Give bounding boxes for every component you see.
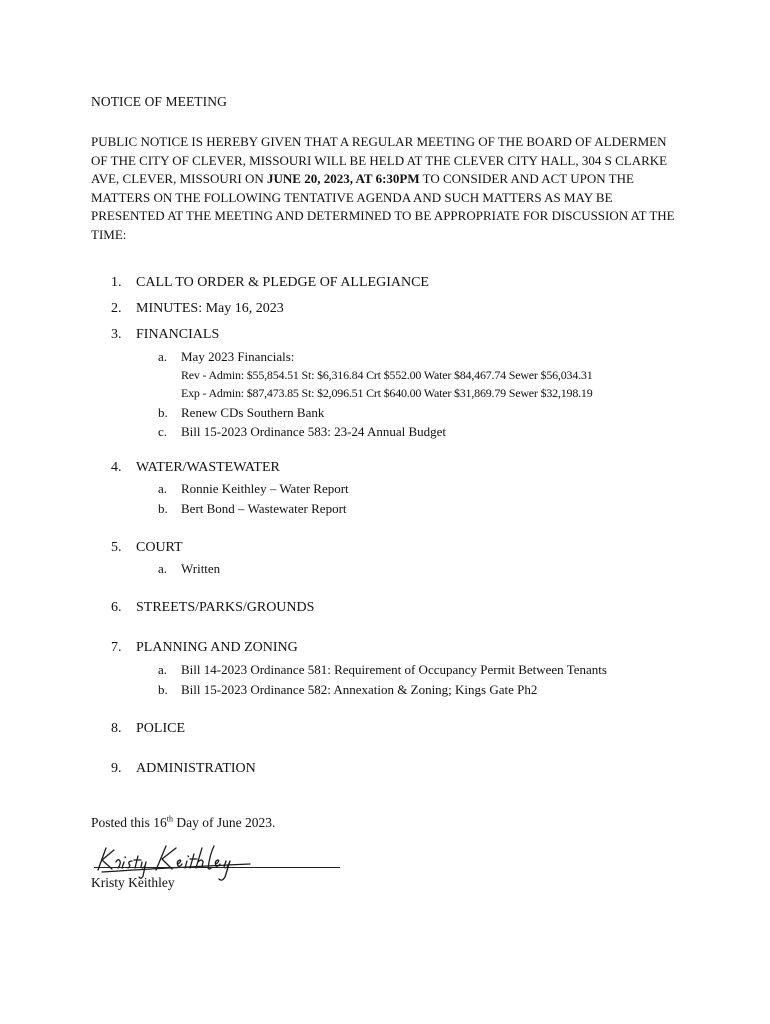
sub-item-letter: a. (158, 662, 168, 677)
financials-revenue-line: Rev - Admin: $55,854.51 St: $6,316.84 Crt $552.00 Water $84,467.74 Sewer $56,034.31 (181, 368, 593, 382)
signature-line (94, 867, 340, 868)
agenda-item-number: 7. (111, 640, 122, 655)
notice-text-after: TO CONSIDER AND ACT UPON THE MATTERS ON THE FOLLOWING TENTATIVE AGENDA AND SUCH MATTERS AS MAY BE PRESENTED AT THE MEETING AND DETERMINED TO BE APPROPRIATE FOR DISCUSSION AT THE TIME: (91, 171, 675, 242)
notice-text-before: PUBLIC NOTICE IS HEREBY GIVEN THAT A REGULAR MEETING OF THE BOARD OF ALDERMEN OF THE CITY OF CLEVER, MISSOURI WILL BE HELD AT THE CLEVER CITY HALL, 304 S CLARKE AVE, CLEVER, MISSOURI ON (91, 134, 668, 187)
agenda-item-label: MINUTES: May 16, 2023 (136, 301, 284, 316)
sub-item-label: Renew CDs Southern Bank (181, 405, 325, 420)
sub-item-label: Bill 14-2023 Ordinance 581: Requirement of Occupancy Permit Between Tenants (181, 662, 607, 677)
agenda-item-label: CALL TO ORDER & PLEDGE OF ALLEGIANCE (136, 275, 429, 290)
sub-item-label: Bill 15-2023 Ordinance 583: 23-24 Annual Budget (181, 424, 447, 439)
notice-heading: NOTICE OF MEETING (91, 94, 227, 109)
agenda-item-label: ADMINISTRATION (136, 761, 256, 776)
posted-text-before: Posted this 16 (91, 815, 167, 830)
agenda-item-number: 4. (111, 460, 122, 475)
sub-item-letter: b. (158, 682, 168, 697)
notice-paragraph (91, 133, 681, 245)
agenda-item-label: COURT (136, 540, 183, 555)
meeting-date-time: JUNE 20, 2023, AT 6:30PM (267, 171, 420, 187)
sub-item-letter: b. (158, 405, 168, 420)
agenda-item-number: 8. (111, 721, 122, 736)
financials-expense-line: Exp - Admin: $87,473.85 St: $2,096.51 Crt $640.00 Water $31,869.79 Sewer $32,198.19 (181, 386, 593, 400)
sub-item-label: Bert Bond – Wastewater Report (181, 501, 347, 516)
sub-item-letter: a. (158, 561, 168, 576)
sub-item-label: May 2023 Financials: (181, 349, 295, 364)
posted-ordinal-suffix: th (166, 814, 173, 824)
sub-item-label: Ronnie Keithley – Water Report (181, 481, 349, 496)
signer-name: Kristy Keithley (91, 875, 175, 890)
sub-item-label: Written (181, 561, 221, 576)
agenda-item-number: 1. (111, 275, 122, 290)
agenda-item-label: FINANCIALS (136, 327, 220, 342)
agenda-item-label: POLICE (136, 721, 185, 736)
sub-item-letter: a. (158, 349, 168, 364)
agenda-item-number: 9. (111, 761, 122, 776)
posted-date (91, 815, 275, 831)
agenda-item-label: WATER/WASTEWATER (136, 460, 280, 475)
sub-item-letter: b. (158, 501, 168, 516)
agenda-item-number: 5. (111, 540, 122, 555)
sub-item-letter: c. (158, 424, 168, 439)
agenda-item-number: 3. (111, 327, 122, 342)
agenda-item-number: 2. (111, 301, 122, 316)
posted-text-after: Day of June 2023. (173, 815, 276, 830)
sub-item-label: Bill 15-2023 Ordinance 582: Annexation & Zoning; Kings Gate Ph2 (181, 682, 538, 697)
agenda-item-label: PLANNING AND ZONING (136, 640, 298, 655)
sub-item-letter: a. (158, 481, 168, 496)
agenda-item-number: 6. (111, 600, 122, 615)
agenda-item-label: STREETS/PARKS/GROUNDS (136, 600, 315, 615)
